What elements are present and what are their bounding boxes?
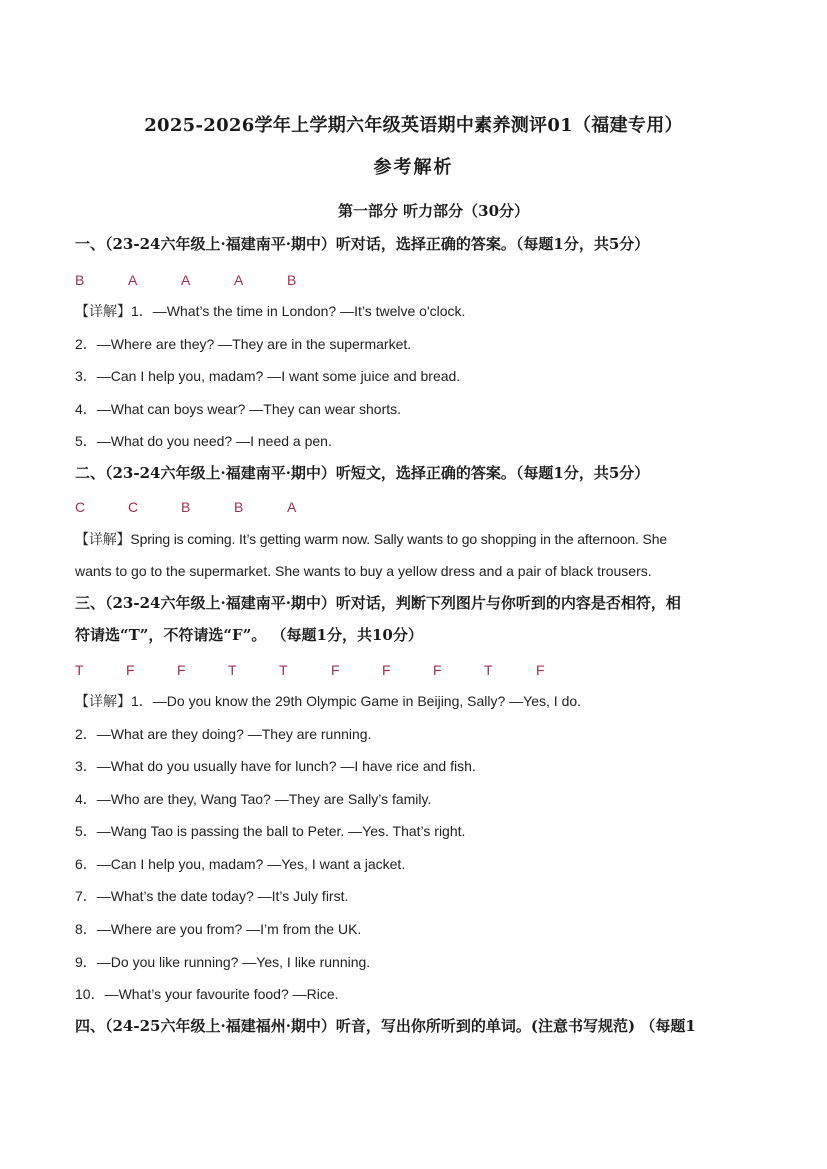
detail-line: 8．—Where are you from? —I’m from the UK.	[75, 921, 362, 937]
answer: B	[287, 272, 297, 288]
detail-line: 4．—Who are they, Wang Tao? —They are Sally’s family.	[75, 791, 432, 807]
section-3-heading-line1: 三、（23-24六年级上·福建南平·期中）听对话，判断下列图片与你听到的内容是否相符，相	[75, 594, 681, 612]
detail-line: 2．—Where are they? —They are in the supermarket.	[75, 336, 412, 352]
document-subtitle: 参考解析	[373, 157, 454, 178]
answer: T	[484, 662, 493, 678]
answer: F	[382, 662, 391, 678]
detail-text: Spring is coming. It’s getting warm now. Sally wants to go shopping in the afternoon. She	[130, 531, 668, 547]
section-2-heading: 二、（23-24六年级上·福建南平·期中）听短文，选择正确的答案。（每题1分，共5分）	[75, 464, 650, 482]
detail-text: 1．—What’s the time in London? —It’s twelve o'clock.	[131, 303, 466, 319]
section-4-heading: 四、（24-25六年级上·福建福州·期中）听音，写出你所听到的单词。(注意书写规范) （每题1	[75, 1017, 696, 1035]
detail-line: 10．—What’s your favourite food? —Rice.	[75, 986, 339, 1002]
answer: F	[536, 662, 545, 678]
answer: T	[75, 662, 84, 678]
answer: A	[234, 272, 244, 288]
detail-text: 1．—Do you know the 29th Olympic Game in Beijing, Sally? —Yes, I do.	[131, 693, 582, 709]
answer: F	[331, 662, 340, 678]
answer: A	[181, 272, 191, 288]
detail-line	[75, 529, 667, 550]
detail-line: 3．—Can I help you, madam? —I want some juice and bread.	[75, 368, 461, 384]
detail-line: 2．—What are they doing? —They are running.	[75, 726, 372, 742]
detail-line	[75, 301, 465, 322]
answer: F	[126, 662, 135, 678]
detail-tag: 【详解】	[75, 304, 131, 320]
answer: T	[279, 662, 288, 678]
detail-line: wants to go to the supermarket. She wants to buy a yellow dress and a pair of black trousers.	[75, 563, 652, 579]
answer: F	[433, 662, 442, 678]
answer: F	[177, 662, 186, 678]
answer: A	[287, 499, 297, 515]
detail-line: 5．—What do you need? —I need a pen.	[75, 433, 332, 449]
answer: B	[75, 272, 85, 288]
answer: T	[228, 662, 237, 678]
answer: B	[181, 499, 191, 515]
detail-line: 9．—Do you like running? —Yes, I like running.	[75, 954, 371, 970]
detail-tag: 【详解】	[75, 694, 131, 710]
answer: C	[128, 499, 139, 515]
detail-line: 3．—What do you usually have for lunch? —I have rice and fish.	[75, 758, 476, 774]
detail-line: 7．—What’s the date today? —It’s July first.	[75, 888, 349, 904]
section-3-heading-line2: 符请选“T”，不符请选“F”。 （每题1分，共10分）	[75, 626, 423, 644]
answer: A	[128, 272, 138, 288]
document-title: 2025-2026学年上学期六年级英语期中素养测评01（福建专用）	[144, 115, 683, 136]
detail-line: 6．—Can I help you, madam? —Yes, I want a jacket.	[75, 856, 406, 872]
section-1-heading: 一、（23-24六年级上·福建南平·期中）听对话，选择正确的答案。（每题1分，共5分）	[75, 235, 650, 253]
answer: B	[234, 499, 244, 515]
detail-line: 4．—What can boys wear? —They can wear shorts.	[75, 401, 402, 417]
detail-tag: 【详解】	[75, 532, 131, 548]
detail-line	[75, 691, 581, 712]
detail-line: 5．—Wang Tao is passing the ball to Peter. —Yes. That’s right.	[75, 823, 466, 839]
answer: C	[75, 499, 86, 515]
part-heading: 第一部分 听力部分（30分）	[337, 202, 530, 220]
